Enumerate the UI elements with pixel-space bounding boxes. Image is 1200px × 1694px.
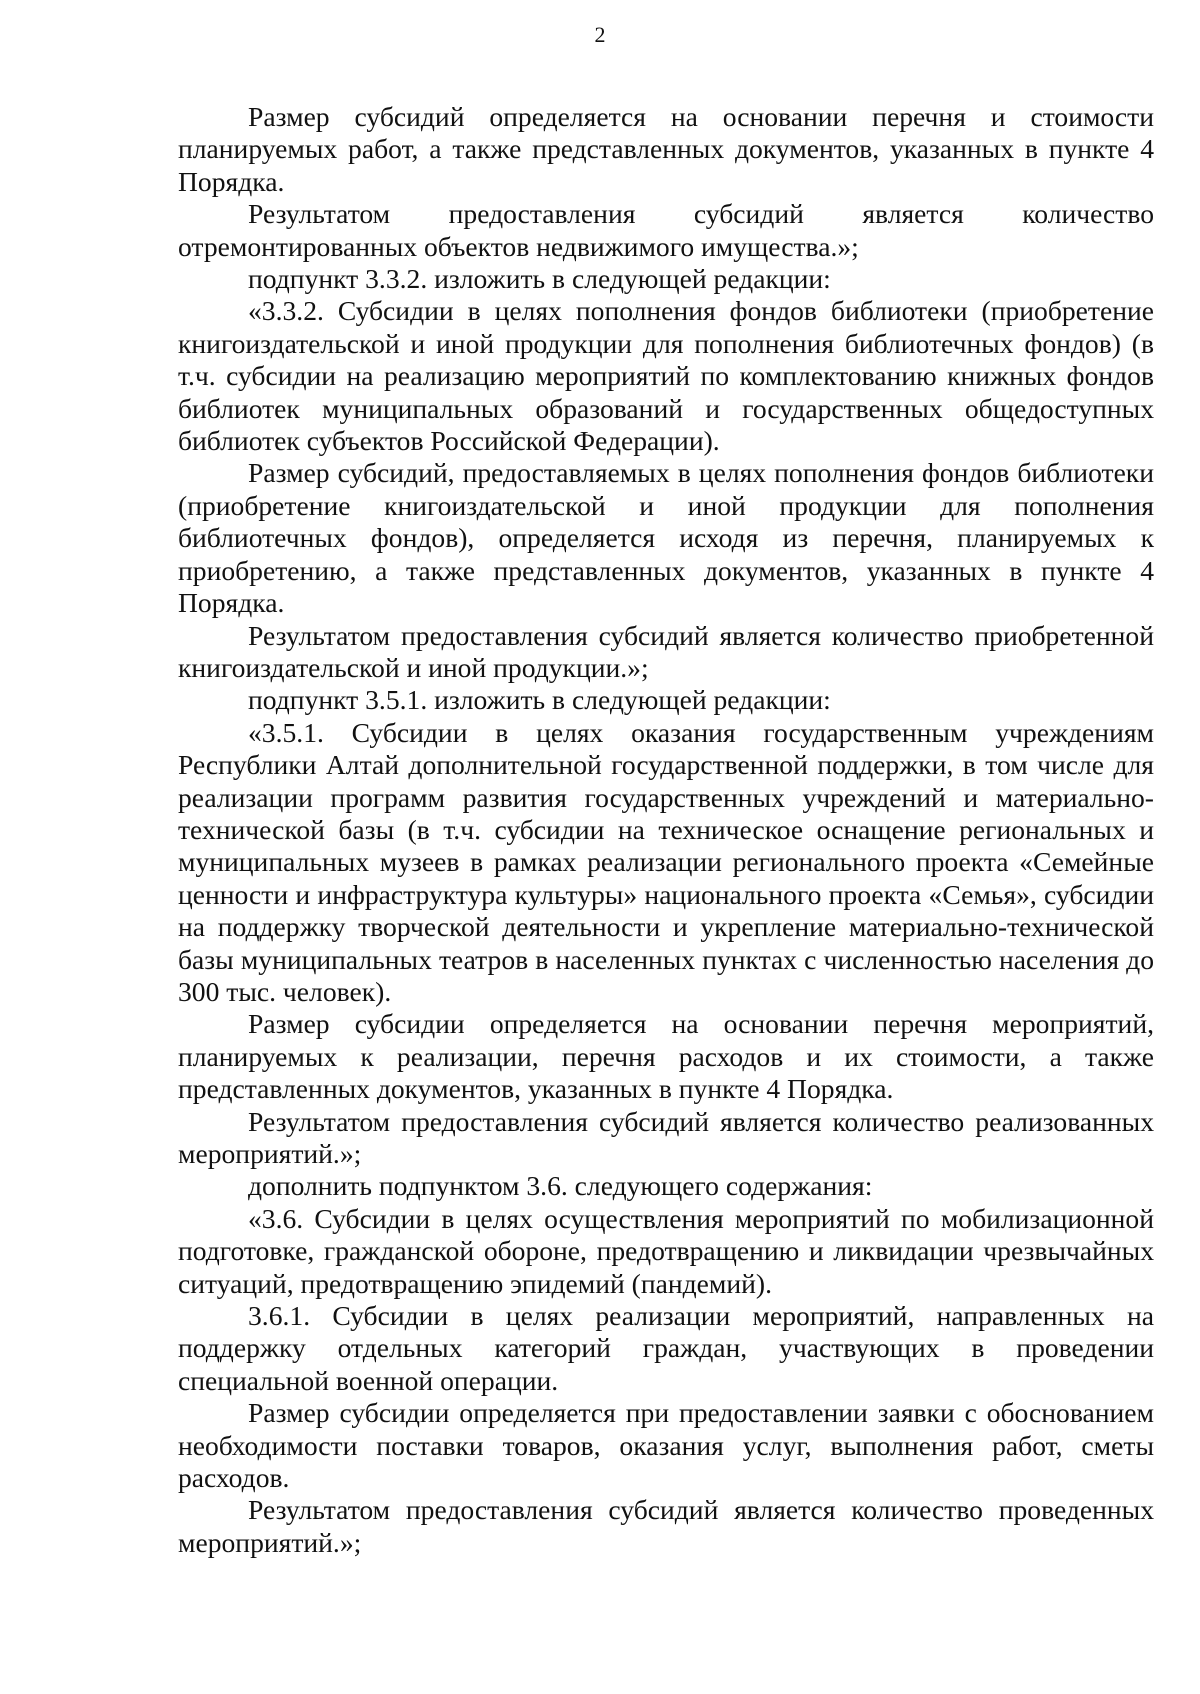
paragraph-result-acquired-products: Результатом предоставления субсидий является количество приобретенной книгоиздательской и иной продукции.»; (178, 619, 1154, 683)
document-body (178, 101, 1154, 1559)
paragraph-subsidy-amount-events: Размер субсидии определяется на основании перечня мероприятий, планируемых к реализации, перечня расходов и их стоимости, а также представленных документов, указанных в пункте 4 Порядка. (178, 1008, 1154, 1105)
paragraph-add-3-6: дополнить подпунктом 3.6. следующего содержания: (248, 1170, 873, 1202)
paragraph-clause-3-6: «3.6. Субсидии в целях осуществления мероприятий по мобилизационной подготовке, гражданской обороне, предотвращению и ликвидации чрезвычайных ситуаций, предотвращению эпидемий (пандемий). (178, 1202, 1154, 1299)
paragraph-clause-3-6-1: 3.6.1. Субсидии в целях реализации мероприятий, направленных на поддержку отдельных категорий граждан, участвующих в проведении специальной военной операции. (178, 1300, 1154, 1396)
paragraph-subsidy-amount-library: Размер субсидий, предоставляемых в целях пополнения фондов библиотеки (приобретение книгоиздательской и иной продукции для пополнения библиотечных фондов), определяется исходя из перечня, планируемых к приобретению, а также представленных документов, указанных в пункте 4 Порядка. (178, 457, 1154, 619)
paragraph-result-repaired-objects: Результатом предоставления субсидий является количество отремонтированных объектов недвижимого имущества.»; (178, 198, 1154, 262)
paragraph-result-held-events: Результатом предоставления субсидий является количество проведенных мероприятий.»; (178, 1494, 1154, 1558)
paragraph-clause-3-5-1: «3.5.1. Субсидии в целях оказания государственным учреждениям Республики Алтай дополнительной государственной поддержки, в том числе для реализации программ развития государственных учреждений и материально-технической базы (в т.ч. субсидии на техническое оснащение региональных и муниципальных музеев в рамках реализации регионального проекта «Семейные ценности и инфраструктура культуры» национального проекта «Семья», субсидии на поддержку творческой деятельности и укрепление материально-технической базы муниципальных театров в населенных пунктах с численностью населения до 300 тыс. человек). (178, 716, 1154, 1007)
page-number: 2 (594, 22, 606, 47)
paragraph-subsidy-amount-application: Размер субсидии определяется при предоставлении заявки с обоснованием необходимости поставки товаров, оказания услуг, выполнения работ, сметы расходов. (178, 1397, 1154, 1494)
paragraph-result-implemented-events: Результатом предоставления субсидий является количество реализованных мероприятий.»; (178, 1105, 1154, 1169)
paragraph-subsidy-amount-repair: Размер субсидий определяется на основании перечня и стоимости планируемых работ, а также представленных документов, указанных в пункте 4 Порядка. (178, 101, 1154, 197)
paragraph-clause-3-3-2: «3.3.2. Субсидии в целях пополнения фондов библиотеки (приобретение книгоиздательской и иной продукции для пополнения библиотечных фондов) (в т.ч. субсидии на реализацию мероприятий по комплектованию книжных фондов библиотек муниципальных образований и государственных общедоступных библиотек субъектов Российской Федерации). (178, 295, 1154, 457)
paragraph-amend-3-5-1: подпункт 3.5.1. изложить в следующей редакции: (248, 684, 831, 716)
paragraph-amend-3-3-2: подпункт 3.3.2. изложить в следующей редакции: (248, 263, 831, 295)
